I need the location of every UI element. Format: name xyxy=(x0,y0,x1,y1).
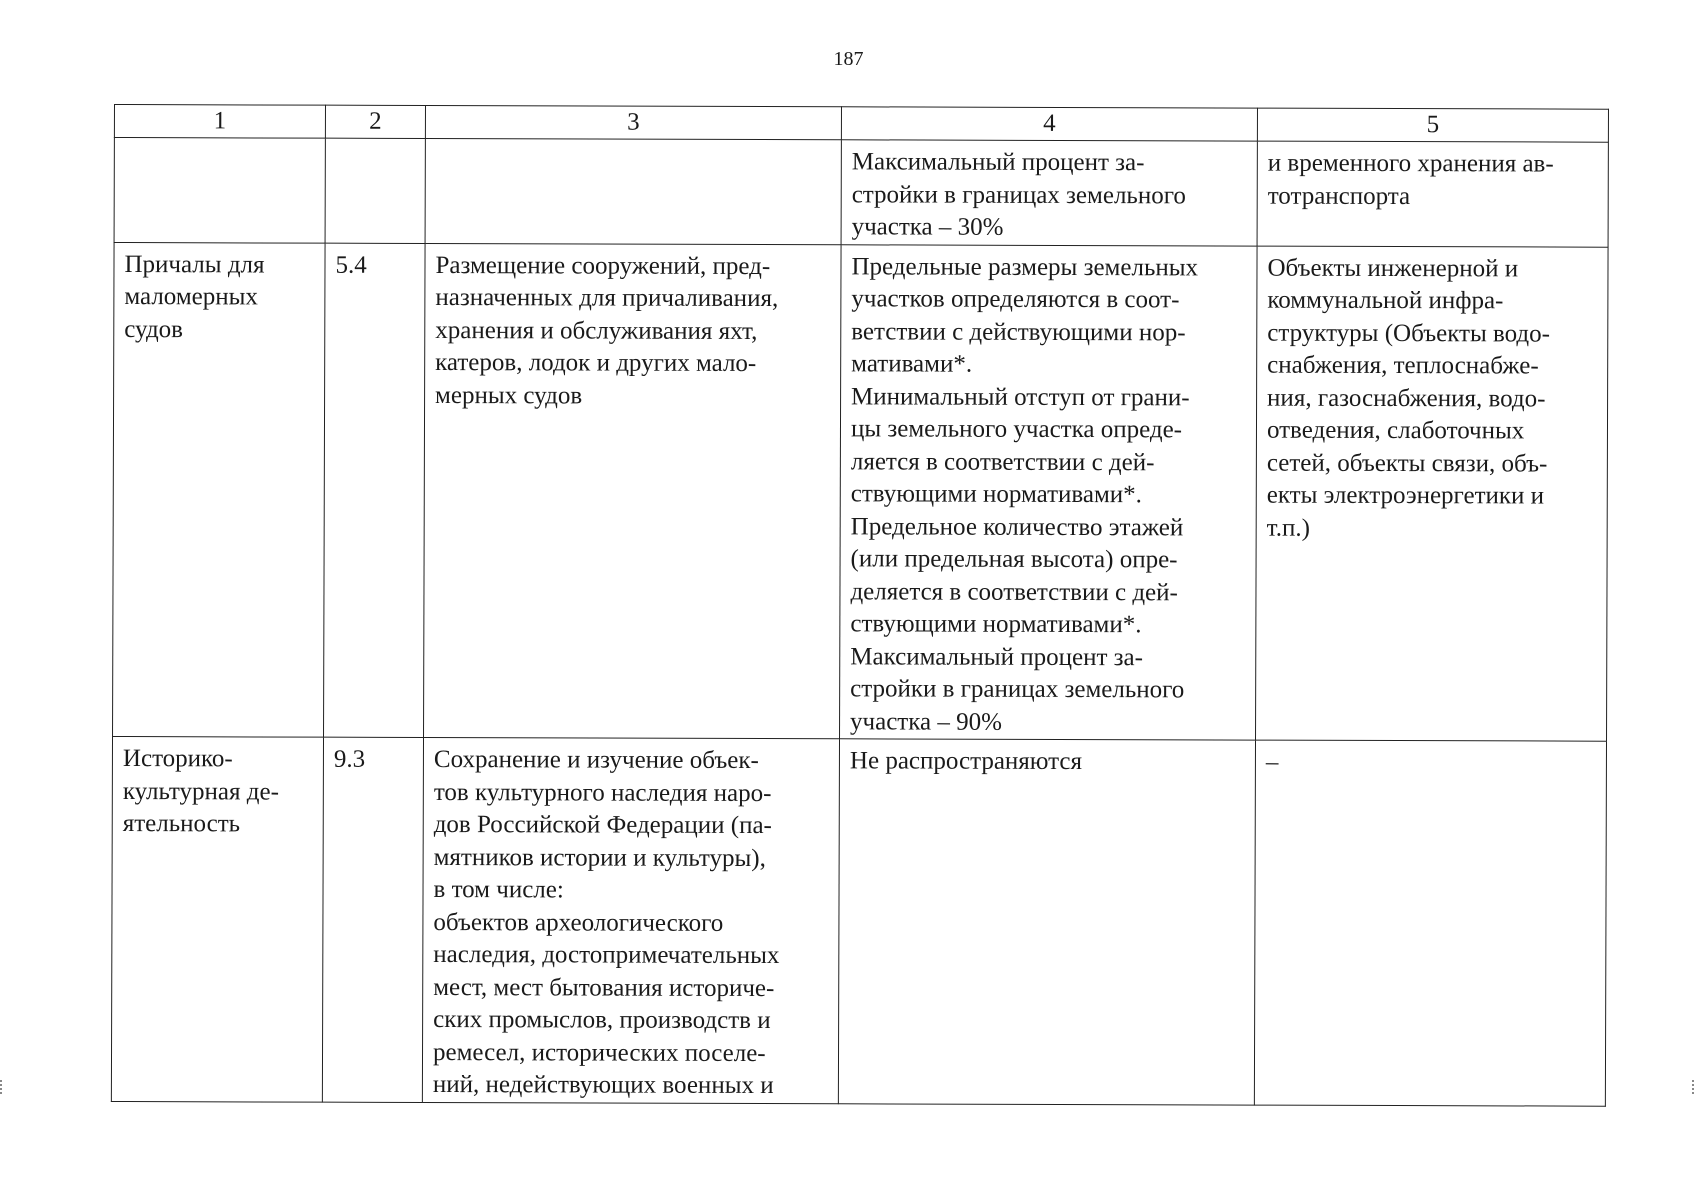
text-line: участков определяются в соот- xyxy=(851,285,1180,314)
text-line: ния, газоснабжения, водо- xyxy=(1267,384,1546,412)
text-line: Сохранение и изучение объек- xyxy=(433,746,759,775)
table-row xyxy=(111,736,1606,1106)
text-line: (или предельная высота) опре- xyxy=(850,545,1178,574)
page-number: 187 xyxy=(833,48,864,70)
text-line: Максимальный процент за- xyxy=(850,642,1143,671)
text-line: участка – 30% xyxy=(851,213,1004,241)
text-line: стройки в границах земельного xyxy=(851,180,1186,209)
scan-margin-mark xyxy=(1692,1080,1696,1094)
auxiliary-uses-cell xyxy=(1254,740,1606,1106)
text-line: хранения и обслуживания яхт, xyxy=(435,316,758,345)
text-line: мятников истории и культуры), xyxy=(433,843,766,872)
text-line: в том числе: xyxy=(433,876,564,904)
use-code-cell: 9.3 xyxy=(322,737,423,1102)
text-line: ствующими нормативами*. xyxy=(850,610,1142,639)
text-line: Предельное количество этажей xyxy=(850,512,1184,541)
use-name-cell xyxy=(114,138,325,243)
scan-margin-mark xyxy=(0,1080,4,1094)
text-line: Объекты инженерной и xyxy=(1267,254,1519,282)
use-code-cell xyxy=(325,138,425,243)
text-line: снабжения, теплоснабже- xyxy=(1267,351,1539,380)
text-line: тов культурного наследия наро- xyxy=(433,778,772,807)
text-line: ветствии с действующими нор- xyxy=(851,317,1186,346)
column-header: 5 xyxy=(1257,108,1608,142)
text-line: Минимальный отступ от грани- xyxy=(851,382,1190,411)
table-row xyxy=(113,242,1609,741)
text-line: культурная де- xyxy=(122,777,279,806)
use-description-cell xyxy=(425,138,841,244)
auxiliary-uses-cell xyxy=(1256,246,1609,742)
text-line: екты электроэнергетики и xyxy=(1266,481,1545,510)
text-line: коммунальной инфра- xyxy=(1267,286,1504,315)
text-line: наследия, достопримечательных xyxy=(433,941,780,970)
text-line: т.п.) xyxy=(1266,514,1310,542)
use-name-cell xyxy=(111,736,323,1102)
table-header-row xyxy=(114,105,1608,143)
text-line: стройки в границах земельного xyxy=(850,675,1185,704)
text-line: ляется в соответствии с дей- xyxy=(850,447,1155,476)
parameters-cell xyxy=(841,140,1257,246)
text-line: Предельные размеры земельных xyxy=(851,252,1199,281)
use-name-cell xyxy=(113,242,326,737)
text-line: Максимальный процент за- xyxy=(851,148,1145,177)
text-line: тотранспорта xyxy=(1267,182,1411,210)
text-line: структуры (Объекты водо- xyxy=(1267,319,1551,348)
use-code-cell: 5.4 xyxy=(324,243,426,738)
text-line: сетей, объекты связи, объ- xyxy=(1266,449,1548,478)
text-line: и временного хранения ав- xyxy=(1267,149,1554,178)
auxiliary-uses-cell xyxy=(1257,141,1608,247)
text-line: Причалы для xyxy=(124,250,265,278)
text-line: Историко- xyxy=(122,745,233,773)
text-line: деляется в соответствии с дей- xyxy=(850,577,1178,606)
text-line: дов Российской Федерации (па- xyxy=(433,811,772,840)
text-line: судов xyxy=(124,315,184,343)
text-line: мест, мест бытования историче- xyxy=(433,973,775,1002)
column-header: 4 xyxy=(841,107,1257,141)
text-line: отведения, слаботочных xyxy=(1266,416,1525,445)
text-line: цы земельного участка опреде- xyxy=(850,415,1183,444)
text-line: ремесел, исторических поселе- xyxy=(432,1038,766,1067)
text-line: ских промыслов, производств и xyxy=(433,1006,771,1035)
text-line: назначенных для причаливания, xyxy=(435,284,779,313)
text-line: Не распространяются xyxy=(849,747,1083,776)
text-line: объектов археологического xyxy=(433,908,724,937)
text-line: маломерных xyxy=(124,283,258,311)
text-line: ствующими нормативами*. xyxy=(850,480,1142,509)
table-row xyxy=(114,138,1608,247)
text-line: мерных судов xyxy=(435,381,583,409)
column-header: 1 xyxy=(114,105,325,139)
land-use-table xyxy=(111,104,1609,1107)
column-header: 3 xyxy=(425,105,841,139)
text-line: мативами*. xyxy=(851,350,973,378)
text-line: участка – 90% xyxy=(850,707,1002,736)
text-line: ний, недействующих военных и xyxy=(432,1071,774,1100)
text-line: катеров, лодок и других мало- xyxy=(435,349,757,378)
text-line: ятельность xyxy=(122,810,241,838)
use-description-cell xyxy=(422,737,839,1103)
parameters-cell xyxy=(838,739,1255,1105)
parameters-cell xyxy=(840,244,1258,740)
text-line: Размещение сооружений, пред- xyxy=(435,251,771,280)
use-description-cell xyxy=(424,243,842,739)
text-line: – xyxy=(1265,748,1279,776)
column-header: 2 xyxy=(325,105,425,138)
